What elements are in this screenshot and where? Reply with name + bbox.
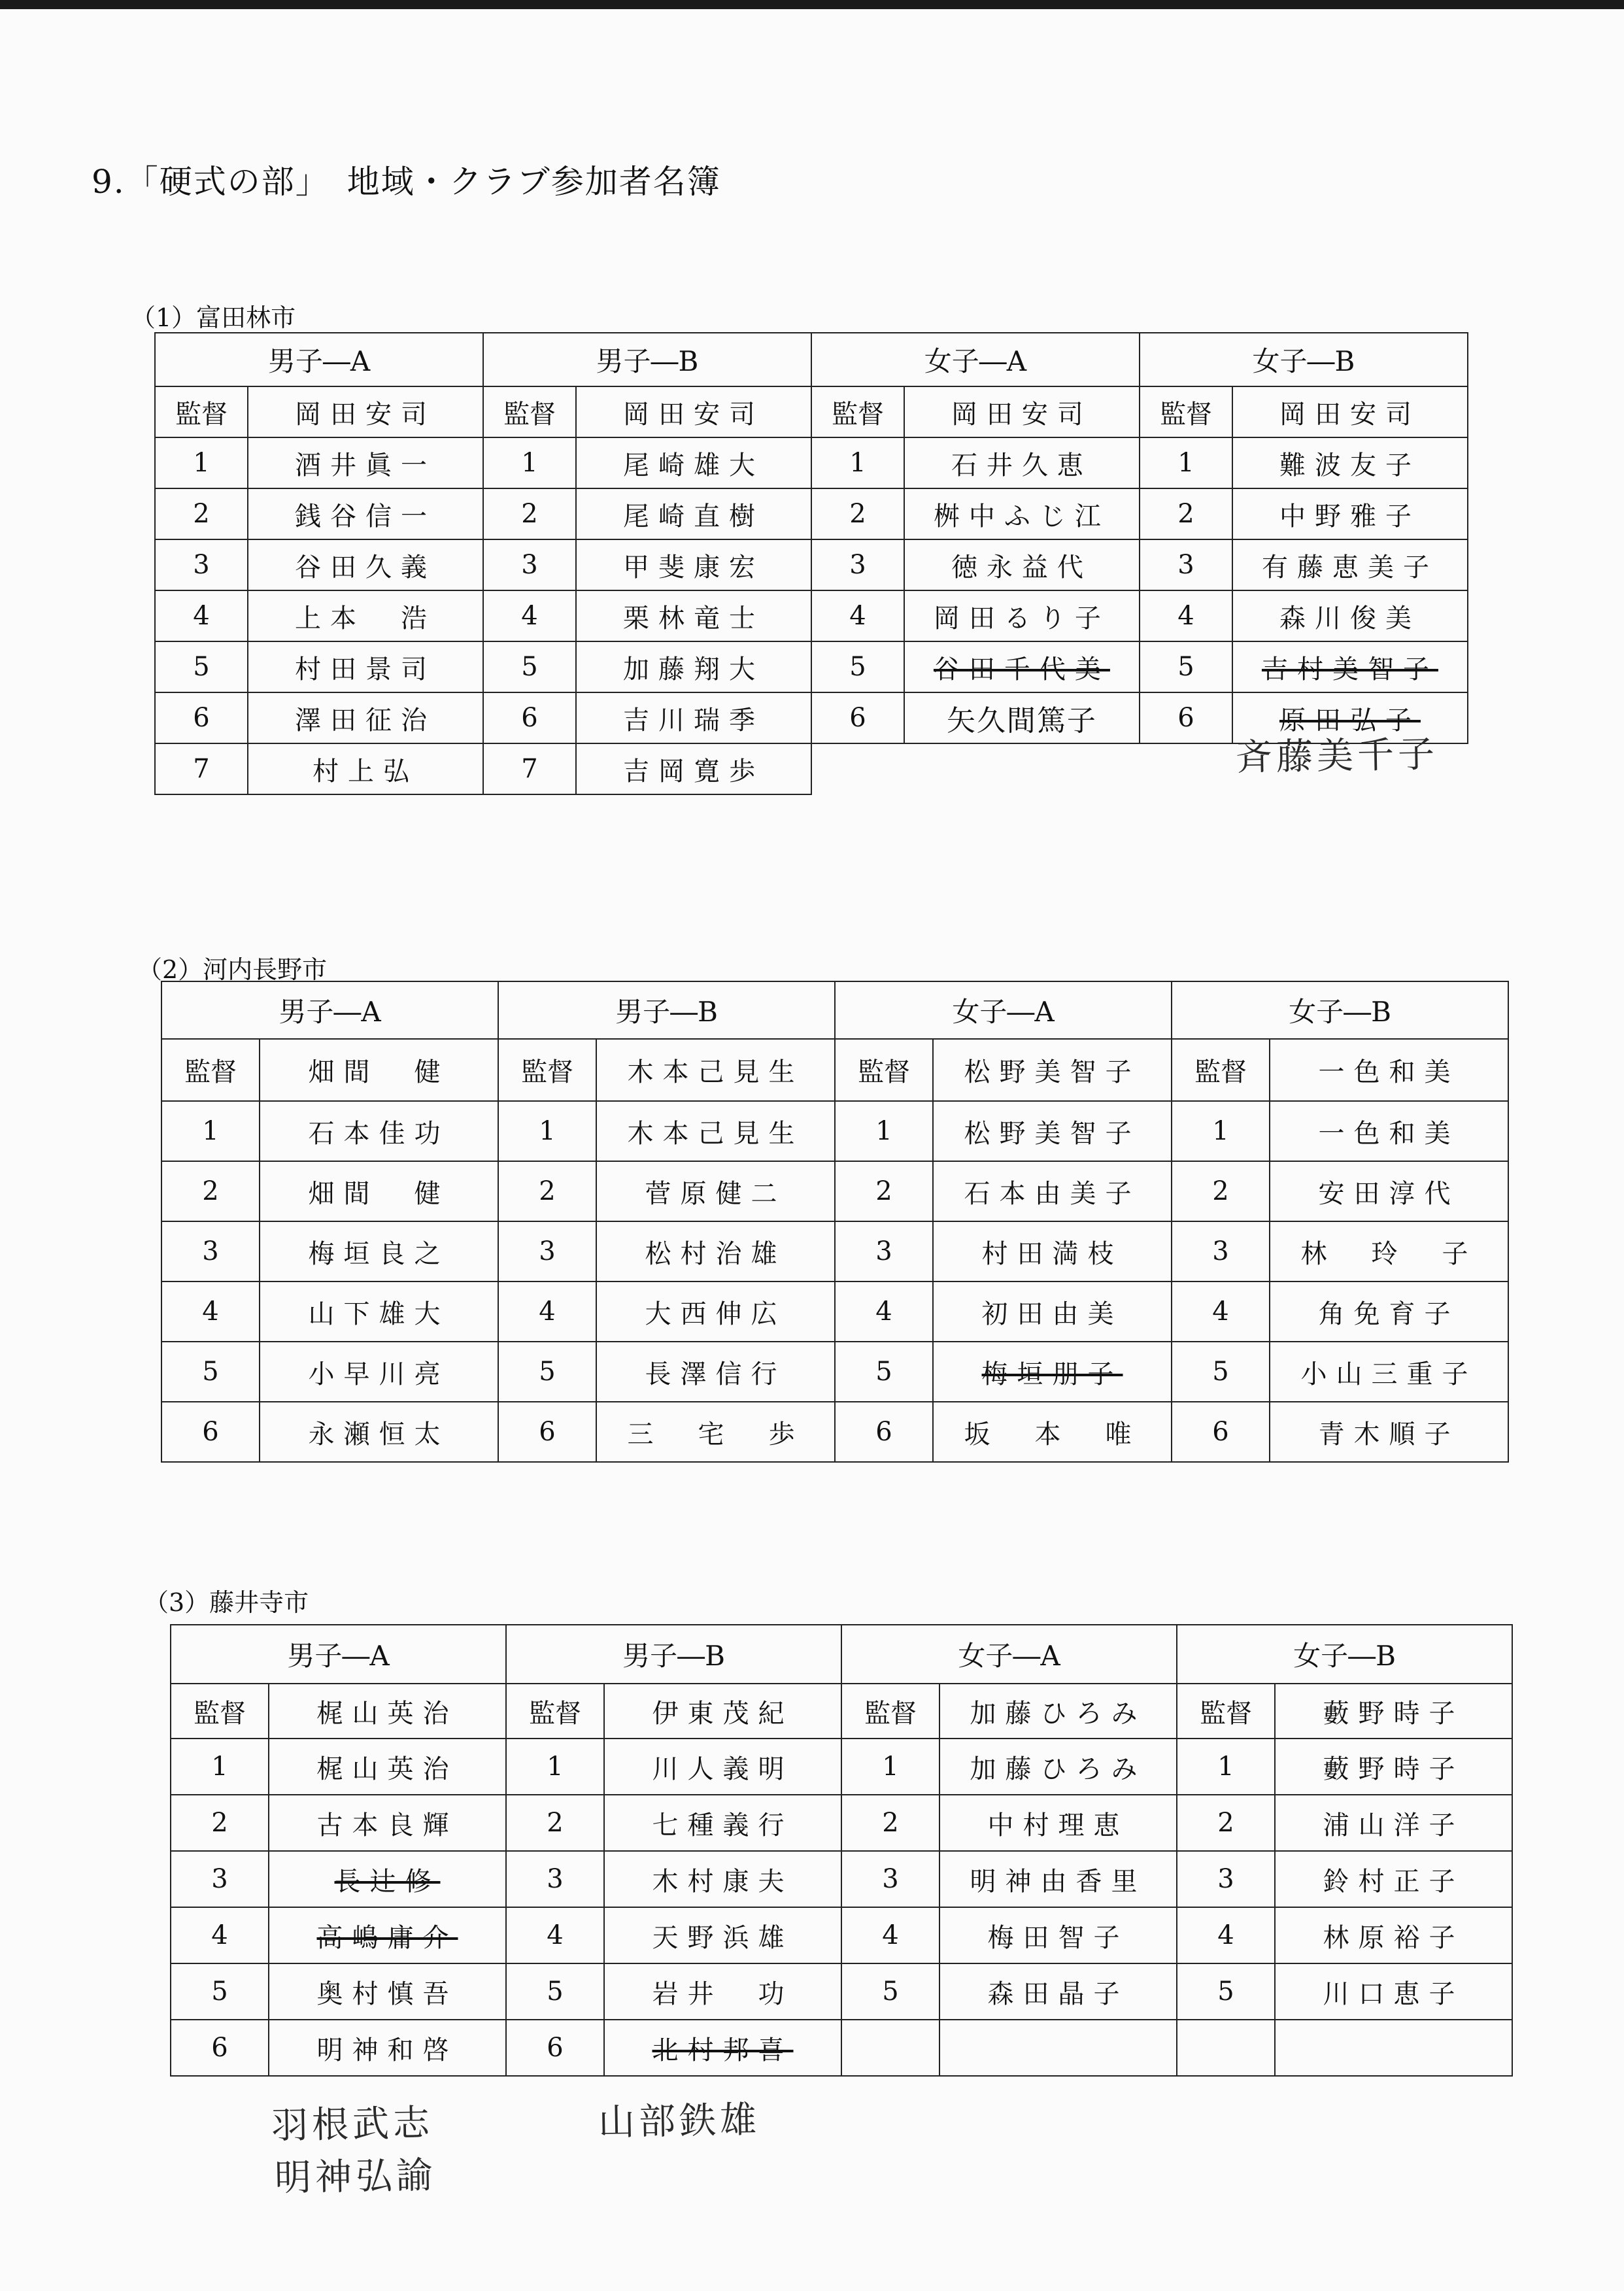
player-number: 4 bbox=[1177, 1907, 1275, 1963]
group-header: 男子―B bbox=[506, 1625, 841, 1684]
player-number: 1 bbox=[841, 1739, 939, 1795]
player-number: 6 bbox=[171, 2020, 269, 2076]
player-number: 3 bbox=[155, 539, 248, 590]
player-name-struck: 原田弘子 bbox=[1232, 692, 1468, 743]
coach-name: 岡田安司 bbox=[1232, 386, 1468, 437]
player-name: 藪野時子 bbox=[1275, 1739, 1512, 1795]
group-header: 女子―A bbox=[841, 1625, 1177, 1684]
player-name bbox=[1275, 2020, 1512, 2076]
player-number: 3 bbox=[171, 1851, 269, 1907]
player-number: 2 bbox=[161, 1161, 260, 1221]
coach-label: 監督 bbox=[155, 386, 248, 437]
player-number: 3 bbox=[161, 1221, 260, 1281]
player-name-struck: 吉村美智子 bbox=[1232, 641, 1468, 692]
player-name: 石本佳功 bbox=[260, 1101, 498, 1161]
player-name: 森田晶子 bbox=[939, 1963, 1177, 2020]
player-number: 2 bbox=[835, 1161, 933, 1221]
player-name: 中村理恵 bbox=[939, 1795, 1177, 1851]
player-number: 6 bbox=[498, 1402, 596, 1462]
player-name: 林 玲 子 bbox=[1270, 1221, 1508, 1281]
player-name: 吉川瑞季 bbox=[576, 692, 811, 743]
player-number bbox=[1177, 2020, 1275, 2076]
player-name: 梅垣良之 bbox=[260, 1221, 498, 1281]
player-number: 1 bbox=[835, 1101, 933, 1161]
group-header: 男子―A bbox=[161, 981, 498, 1039]
player-name bbox=[939, 2020, 1177, 2076]
player-number: 2 bbox=[171, 1795, 269, 1851]
player-name: 山下雄大 bbox=[260, 1281, 498, 1342]
player-number: 4 bbox=[155, 590, 248, 641]
player-number: 5 bbox=[171, 1963, 269, 2020]
player-number bbox=[841, 2020, 939, 2076]
player-number: 2 bbox=[483, 488, 576, 539]
handwritten-note: 山部鉄雄 bbox=[598, 2098, 761, 2145]
player-name: 難波友子 bbox=[1232, 437, 1468, 488]
player-number: 1 bbox=[1172, 1101, 1270, 1161]
player-number: 1 bbox=[155, 437, 248, 488]
player-name: 酒井眞一 bbox=[248, 437, 483, 488]
player-number: 6 bbox=[483, 692, 576, 743]
coach-name: 岡田安司 bbox=[904, 386, 1140, 437]
group-header: 男子―B bbox=[483, 333, 811, 386]
player-name: 奥村慎吾 bbox=[269, 1963, 506, 2020]
player-number: 3 bbox=[1177, 1851, 1275, 1907]
handwritten-note: 斉藤美千子 bbox=[1235, 733, 1439, 779]
player-name: 安田淳代 bbox=[1270, 1161, 1508, 1221]
player-number: 7 bbox=[483, 743, 576, 794]
player-number: 2 bbox=[155, 488, 248, 539]
player-name: 三 宅 歩 bbox=[596, 1402, 835, 1462]
player-number: 5 bbox=[841, 1963, 939, 2020]
player-name: 天野浜雄 bbox=[604, 1907, 841, 1963]
player-name: 七種義行 bbox=[604, 1795, 841, 1851]
player-name: 尾崎雄大 bbox=[576, 437, 811, 488]
player-number: 1 bbox=[1177, 1739, 1275, 1795]
player-number: 5 bbox=[1172, 1342, 1270, 1402]
player-name: 岡田るり子 bbox=[904, 590, 1140, 641]
coach-label: 監督 bbox=[811, 386, 904, 437]
player-number: 2 bbox=[498, 1161, 596, 1221]
player-name: 浦山洋子 bbox=[1275, 1795, 1512, 1851]
player-name: 梅田智子 bbox=[939, 1907, 1177, 1963]
player-name: 栗林竜士 bbox=[576, 590, 811, 641]
player-name: 石井久恵 bbox=[904, 437, 1140, 488]
player-name-struck: 高嶋庸介 bbox=[269, 1907, 506, 1963]
player-name: 川人義明 bbox=[604, 1739, 841, 1795]
player-name: 中野雅子 bbox=[1232, 488, 1468, 539]
player-name: 鈴村正子 bbox=[1275, 1851, 1512, 1907]
player-name: 加藤ひろみ bbox=[939, 1739, 1177, 1795]
roster-table bbox=[170, 1624, 1513, 2077]
player-name: 梶山英治 bbox=[269, 1739, 506, 1795]
player-number: 6 bbox=[835, 1402, 933, 1462]
player-number: 6 bbox=[811, 692, 904, 743]
player-name: 甲斐康宏 bbox=[576, 539, 811, 590]
player-name: 村田満枝 bbox=[933, 1221, 1172, 1281]
group-header: 女子―B bbox=[1172, 981, 1508, 1039]
group-header: 女子―A bbox=[835, 981, 1172, 1039]
coach-label: 監督 bbox=[171, 1684, 269, 1739]
section-heading: （1）富田林市 bbox=[131, 303, 296, 332]
page-title: 9.「硬式の部」 地域・クラブ参加者名簿 bbox=[92, 163, 721, 201]
player-number: 2 bbox=[1172, 1161, 1270, 1221]
empty-cell bbox=[1140, 743, 1232, 794]
coach-name: 加藤ひろみ bbox=[939, 1684, 1177, 1739]
player-number: 4 bbox=[841, 1907, 939, 1963]
player-name: 木本己見生 bbox=[596, 1101, 835, 1161]
section-heading: （3）藤井寺市 bbox=[144, 1588, 309, 1617]
roster-table bbox=[154, 332, 1468, 795]
player-number: 5 bbox=[506, 1963, 604, 2020]
player-name: 松村治雄 bbox=[596, 1221, 835, 1281]
player-number: 1 bbox=[483, 437, 576, 488]
player-name: 畑間 健 bbox=[260, 1161, 498, 1221]
player-number: 2 bbox=[811, 488, 904, 539]
player-name: 有藤恵美子 bbox=[1232, 539, 1468, 590]
player-number: 6 bbox=[161, 1402, 260, 1462]
player-number: 5 bbox=[1140, 641, 1232, 692]
player-number: 2 bbox=[1140, 488, 1232, 539]
player-name: 谷田久義 bbox=[248, 539, 483, 590]
player-name-struck: 谷田千代美 bbox=[904, 641, 1140, 692]
player-number: 1 bbox=[811, 437, 904, 488]
player-number: 3 bbox=[835, 1221, 933, 1281]
player-name: 加藤翔大 bbox=[576, 641, 811, 692]
player-number: 1 bbox=[506, 1739, 604, 1795]
player-name: 桝中ふじ江 bbox=[904, 488, 1140, 539]
player-name: 徳永益代 bbox=[904, 539, 1140, 590]
coach-label: 監督 bbox=[835, 1039, 933, 1101]
player-name: 長澤信行 bbox=[596, 1342, 835, 1402]
player-number: 4 bbox=[835, 1281, 933, 1342]
player-number: 4 bbox=[506, 1907, 604, 1963]
player-number: 5 bbox=[835, 1342, 933, 1402]
player-number: 6 bbox=[506, 2020, 604, 2076]
group-header: 男子―A bbox=[171, 1625, 506, 1684]
coach-name: 伊東茂紀 bbox=[604, 1684, 841, 1739]
player-name: 初田由美 bbox=[933, 1281, 1172, 1342]
player-number: 1 bbox=[161, 1101, 260, 1161]
player-name: 坂 本 唯 bbox=[933, 1402, 1172, 1462]
section-heading: （2）河内長野市 bbox=[137, 955, 328, 984]
player-name: 明神和啓 bbox=[269, 2020, 506, 2076]
player-number: 5 bbox=[498, 1342, 596, 1402]
group-header: 女子―A bbox=[811, 333, 1140, 386]
player-name-struck: 北村邦喜 bbox=[604, 2020, 841, 2076]
player-number: 2 bbox=[841, 1795, 939, 1851]
player-number: 4 bbox=[171, 1907, 269, 1963]
player-number: 4 bbox=[1172, 1281, 1270, 1342]
player-number: 6 bbox=[1172, 1402, 1270, 1462]
player-number: 5 bbox=[811, 641, 904, 692]
player-name: 川口恵子 bbox=[1275, 1963, 1512, 2020]
coach-name: 藪野時子 bbox=[1275, 1684, 1512, 1739]
coach-label: 監督 bbox=[841, 1684, 939, 1739]
player-number: 3 bbox=[498, 1221, 596, 1281]
player-name: 岩井 功 bbox=[604, 1963, 841, 2020]
player-name: 角免育子 bbox=[1270, 1281, 1508, 1342]
coach-name: 岡田安司 bbox=[248, 386, 483, 437]
player-number: 3 bbox=[1140, 539, 1232, 590]
handwritten-note: 羽根武志 bbox=[271, 2101, 434, 2148]
player-name: 明神由香里 bbox=[939, 1851, 1177, 1907]
group-header: 男子―A bbox=[155, 333, 483, 386]
player-name: 林原裕子 bbox=[1275, 1907, 1512, 1963]
player-number: 6 bbox=[1140, 692, 1232, 743]
player-number: 2 bbox=[506, 1795, 604, 1851]
player-number: 5 bbox=[161, 1342, 260, 1402]
player-name: 村上弘 bbox=[248, 743, 483, 794]
coach-label: 監督 bbox=[1172, 1039, 1270, 1101]
group-header: 男子―B bbox=[498, 981, 835, 1039]
player-number: 5 bbox=[155, 641, 248, 692]
coach-name: 岡田安司 bbox=[576, 386, 811, 437]
player-name: 一色和美 bbox=[1270, 1101, 1508, 1161]
player-name: 銭谷信一 bbox=[248, 488, 483, 539]
player-name-struck: 長辻修 bbox=[269, 1851, 506, 1907]
player-number: 4 bbox=[161, 1281, 260, 1342]
player-number: 3 bbox=[1172, 1221, 1270, 1281]
group-header: 女子―B bbox=[1140, 333, 1468, 386]
coach-name: 畑間 健 bbox=[260, 1039, 498, 1101]
player-name: 永瀬恒太 bbox=[260, 1402, 498, 1462]
player-number: 3 bbox=[811, 539, 904, 590]
player-name: 尾崎直樹 bbox=[576, 488, 811, 539]
player-number: 1 bbox=[171, 1739, 269, 1795]
empty-cell bbox=[811, 743, 904, 794]
coach-label: 監督 bbox=[1177, 1684, 1275, 1739]
coach-name: 木本己見生 bbox=[596, 1039, 835, 1101]
coach-name: 一色和美 bbox=[1270, 1039, 1508, 1101]
player-number: 4 bbox=[498, 1281, 596, 1342]
player-number: 3 bbox=[483, 539, 576, 590]
player-number: 5 bbox=[483, 641, 576, 692]
coach-label: 監督 bbox=[498, 1039, 596, 1101]
player-number: 2 bbox=[1177, 1795, 1275, 1851]
player-name: 森川俊美 bbox=[1232, 590, 1468, 641]
player-name: 石本由美子 bbox=[933, 1161, 1172, 1221]
scan-top-edge bbox=[0, 0, 1624, 9]
player-name: 澤田征治 bbox=[248, 692, 483, 743]
player-number: 3 bbox=[841, 1851, 939, 1907]
coach-label: 監督 bbox=[483, 386, 576, 437]
player-number: 6 bbox=[155, 692, 248, 743]
coach-name: 梶山英治 bbox=[269, 1684, 506, 1739]
player-name: 小山三重子 bbox=[1270, 1342, 1508, 1402]
player-name: 村田景司 bbox=[248, 641, 483, 692]
player-name: 大西伸広 bbox=[596, 1281, 835, 1342]
player-number: 4 bbox=[811, 590, 904, 641]
player-number: 1 bbox=[498, 1101, 596, 1161]
player-number: 4 bbox=[1140, 590, 1232, 641]
player-name: 吉岡寛歩 bbox=[576, 743, 811, 794]
group-header: 女子―B bbox=[1177, 1625, 1512, 1684]
player-name: 木村康夫 bbox=[604, 1851, 841, 1907]
player-number: 5 bbox=[1177, 1963, 1275, 2020]
player-name-handwritten: 矢久間篤子 bbox=[904, 692, 1140, 743]
player-name: 菅原健二 bbox=[596, 1161, 835, 1221]
player-name: 青木順子 bbox=[1270, 1402, 1508, 1462]
coach-label: 監督 bbox=[1140, 386, 1232, 437]
roster-table bbox=[161, 981, 1509, 1463]
coach-label: 監督 bbox=[506, 1684, 604, 1739]
handwritten-note: 明神弘諭 bbox=[274, 2154, 437, 2200]
coach-label: 監督 bbox=[161, 1039, 260, 1101]
player-number: 1 bbox=[1140, 437, 1232, 488]
player-number: 4 bbox=[483, 590, 576, 641]
coach-name: 松野美智子 bbox=[933, 1039, 1172, 1101]
player-name: 古本良輝 bbox=[269, 1795, 506, 1851]
empty-cell bbox=[904, 743, 1140, 794]
player-name: 上本 浩 bbox=[248, 590, 483, 641]
player-number: 7 bbox=[155, 743, 248, 794]
player-number: 3 bbox=[506, 1851, 604, 1907]
player-name: 松野美智子 bbox=[933, 1101, 1172, 1161]
player-name: 小早川亮 bbox=[260, 1342, 498, 1402]
player-name-struck: 梅垣朋子 bbox=[933, 1342, 1172, 1402]
